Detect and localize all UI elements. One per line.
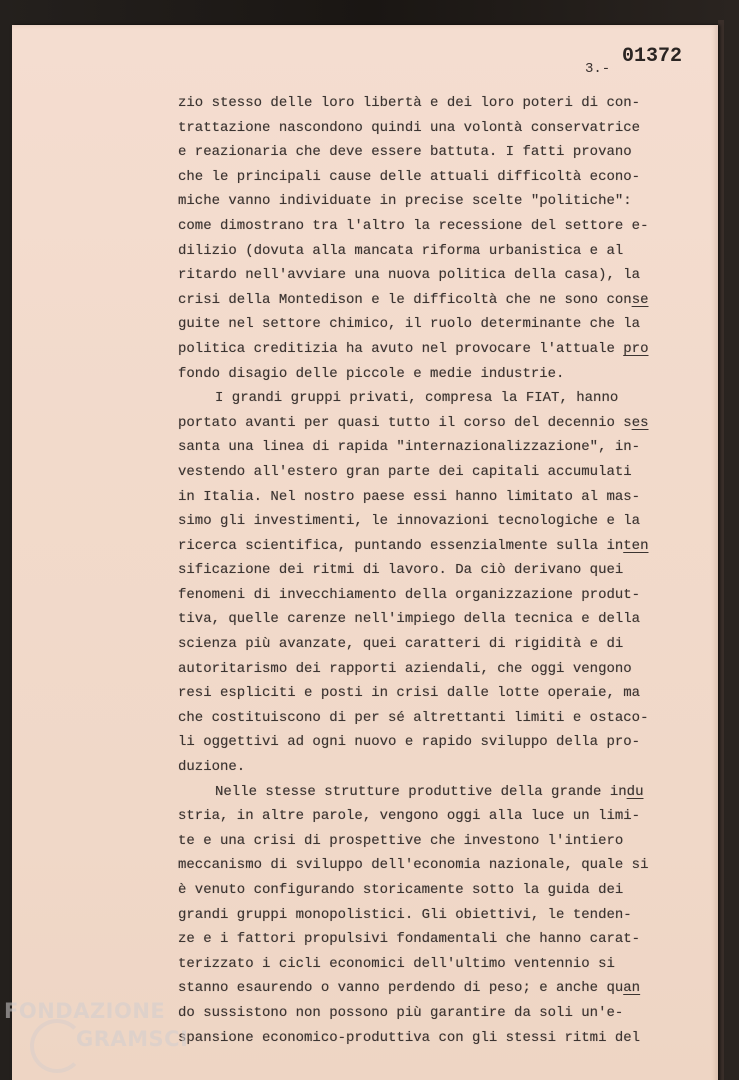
line-text: grandi gruppi monopolistici. Gli obiettivi, le tenden- <box>178 906 632 923</box>
text-line <box>178 878 698 903</box>
binder-edge <box>718 20 724 1080</box>
text-line <box>178 952 698 977</box>
text-line <box>178 1026 698 1051</box>
underlined-fragment: ten <box>623 537 649 554</box>
text-line <box>178 681 698 706</box>
text-line <box>178 509 698 534</box>
line-text: li oggettivi ad ogni nuovo e rapido sviluppo della pro- <box>178 734 641 751</box>
text-line <box>178 534 698 559</box>
line-text: I grandi gruppi privati, compresa la FIAT, hanno <box>215 390 619 407</box>
text-line <box>178 903 698 928</box>
text-line <box>178 829 698 854</box>
line-text: ze e i fattori propulsivi fondamentali che hanno carat- <box>178 931 641 948</box>
line-text: è venuto configurando storicamente sotto la guida dei <box>178 882 624 898</box>
line-text: fondo disagio delle piccole e medie industrie. <box>178 365 565 382</box>
underlined-fragment: se <box>631 291 649 308</box>
line-text: zio stesso delle loro libertà e dei loro poteri di con- <box>178 95 641 111</box>
line-text: guite nel settore chimico, il ruolo determinante che la <box>178 316 641 333</box>
line-text: Nelle stesse strutture produttive della grande in <box>215 783 627 800</box>
text-line <box>178 607 698 632</box>
text-line <box>178 189 698 214</box>
text-line <box>178 116 698 141</box>
text-line <box>178 312 698 337</box>
line-text: fenomeni di invecchiamento della organizzazione produt- <box>178 586 641 603</box>
line-text: miche vanno individuate in precise scelte "politiche": <box>178 193 632 210</box>
line-text: trattazione nascondono quindi una volontà conservatrice <box>178 119 641 136</box>
underlined-fragment: pro <box>623 340 649 357</box>
line-text: te e una crisi di prospettive che investono l'intiero <box>178 832 624 849</box>
text-line <box>178 583 698 608</box>
line-text: autoritarismo dei rapporti aziendali, che oggi vengono <box>178 660 632 677</box>
line-text: spansione economico-produttiva con gli stessi ritmi del <box>178 1029 641 1046</box>
line-text: meccanismo di sviluppo dell'economia nazionale, quale si <box>178 857 649 874</box>
line-text: stria, in altre parole, vengono oggi alla luce un limi- <box>178 808 641 825</box>
text-line <box>178 362 698 387</box>
typed-body-text <box>178 91 698 1050</box>
line-text: crisi della Montedison e le difficoltà che ne sono con <box>178 291 632 308</box>
text-line <box>178 288 698 313</box>
line-text: politica creditizia ha avuto nel provocare l'attuale <box>178 340 624 357</box>
text-line <box>178 485 698 510</box>
text-line <box>178 804 698 829</box>
line-text: sificazione dei ritmi di lavoro. Da ciò derivano quei <box>178 562 624 579</box>
text-line <box>178 780 698 805</box>
watermark-line-2: GRAMSCI <box>76 1027 189 1051</box>
text-line <box>178 558 698 583</box>
text-line <box>178 706 698 731</box>
line-text: e reazionaria che deve essere battuta. I fatti provano <box>178 144 632 161</box>
text-line <box>178 657 698 682</box>
line-text: che le principali cause delle attuali difficoltà econo- <box>178 168 641 185</box>
line-text: terizzato i cicli economici dell'ultimo ventennio si <box>178 955 615 972</box>
text-line <box>178 337 698 362</box>
archive-number: 01372 <box>622 45 683 68</box>
line-text: in Italia. Nel nostro paese essi hanno limitato al mas- <box>178 488 641 505</box>
underlined-fragment: es <box>631 414 649 431</box>
line-text: che costituiscono di per sé altrettanti limiti e ostaco- <box>178 709 649 726</box>
line-text: scienza più avanzate, quei caratteri di rigidità e di <box>178 636 624 653</box>
line-text: portato avanti per quasi tutto il corso del decennio s <box>178 414 632 431</box>
line-text: santa una linea di rapida "internazionalizzazione", in- <box>178 439 641 456</box>
line-text: vestendo all'estero gran parte dei capitali accumulati <box>178 463 632 480</box>
text-line <box>178 632 698 657</box>
text-line <box>178 214 698 239</box>
line-text: do sussistono non possono più garantire da soli un'e- <box>178 1004 624 1021</box>
text-line <box>178 730 698 755</box>
line-text: tiva, quelle carenze nell'impiego della tecnica e della <box>178 611 641 628</box>
line-text: ricerca scientifica, puntando essenzialmente sulla in <box>178 537 624 554</box>
text-line <box>178 460 698 485</box>
page-number: 3.- <box>585 61 611 77</box>
line-text: dilizio (dovuta alla mancata riforma urbanistica e al <box>178 242 624 259</box>
line-text: duzione. <box>178 759 246 776</box>
text-line <box>178 976 698 1001</box>
underlined-fragment: du <box>626 783 644 800</box>
text-line <box>178 140 698 165</box>
text-line <box>178 853 698 878</box>
text-line <box>178 1001 698 1026</box>
watermark-line-1: FONDAZIONE <box>4 999 166 1023</box>
text-line <box>178 927 698 952</box>
line-text: ritardo nell'avviare una nuova politica della casa), la <box>178 267 641 284</box>
line-text: resi espliciti e posti in crisi dalle lotte operaie, ma <box>178 685 641 702</box>
text-line <box>178 239 698 264</box>
text-line <box>178 435 698 460</box>
text-line <box>178 263 698 288</box>
text-line <box>178 165 698 190</box>
underlined-fragment: an <box>623 980 641 997</box>
text-line <box>178 386 698 411</box>
text-line <box>178 411 698 436</box>
line-text: stanno esaurendo o vanno perdendo di peso; e anche qu <box>178 980 624 997</box>
line-text: simo gli investimenti, le innovazioni tecnologiche e la <box>178 513 641 530</box>
text-line <box>178 755 698 780</box>
text-line <box>178 91 698 116</box>
line-text: come dimostrano tra l'altro la recessione del settore e- <box>178 217 649 234</box>
